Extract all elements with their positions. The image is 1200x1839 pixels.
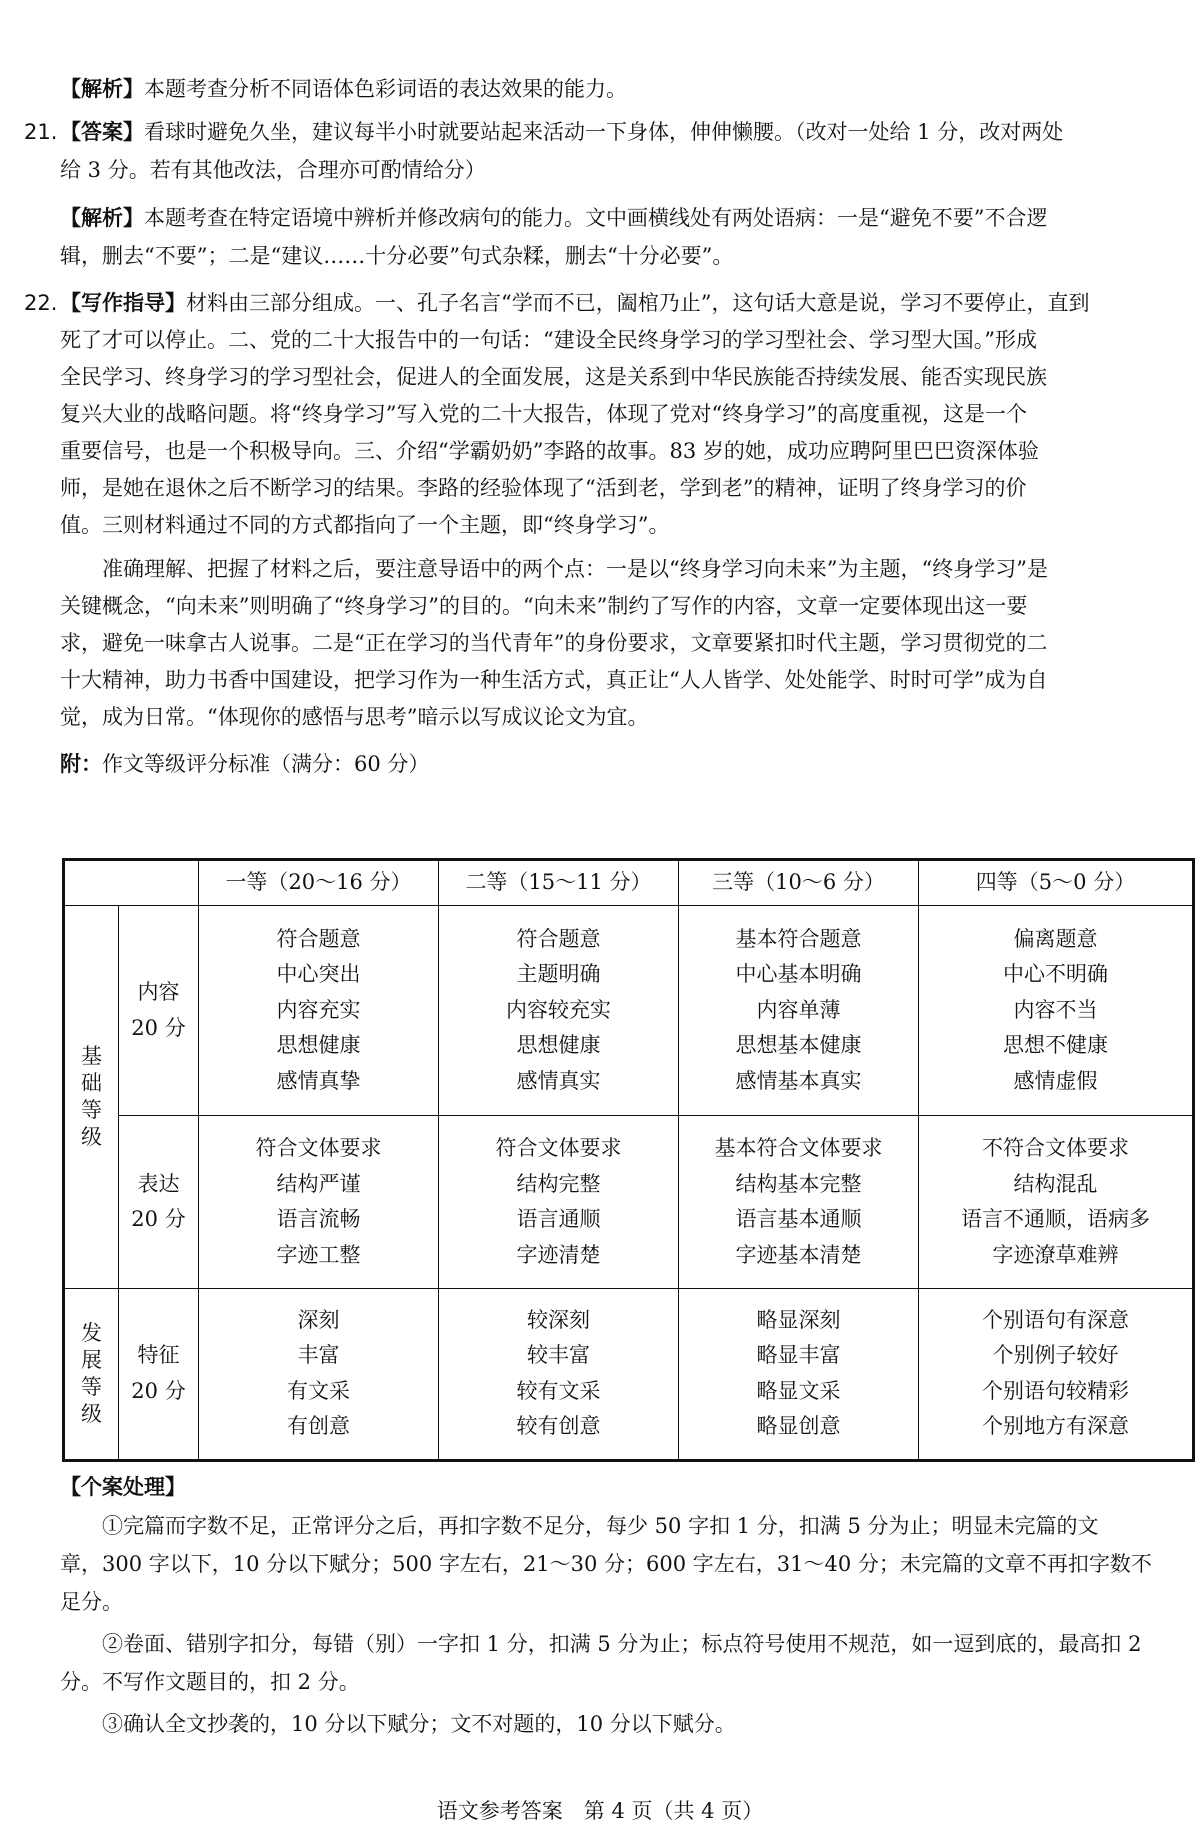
q22-para2-line: 关键概念，“向未来”则明确了“终身学习”的目的。“向未来”制约了写作的内容，文章一定要体现出这一要 (60, 594, 1028, 618)
answer-label: 【答案】 (60, 120, 144, 144)
content-criterion: 内容 20 分 (119, 906, 199, 1116)
feature-criterion: 特征 20 分 (119, 1288, 199, 1460)
q21-analysis-line-2: 辑，删去“不要”；二是“建议……十分必要”句式杂糅，删去“十分必要”。 (60, 244, 734, 268)
basic-level-label: 基 础 等 级 (64, 906, 119, 1289)
answer-text: 看球时避免久坐，建议每半小时就要站起来活动一下身体，伸伸懒腰。（改对一处给 1 分，改对两处 (144, 120, 1064, 144)
grade-header: 三等（10～6 分） (679, 860, 919, 906)
case-item-1-line: 足分。 (60, 1590, 123, 1614)
guide-label: 【写作指导】 (60, 291, 186, 315)
content-grade-1: 符合题意 中心突出 内容充实 思想健康 感情真挚 (199, 906, 439, 1116)
expression-grade-2: 符合文体要求 结构完整 语言通顺 字迹清楚 (439, 1116, 679, 1288)
case-item-1-line: 章，300 字以下，10 分以下赋分；500 字左右，21～30 分；600 字左右，31～40 分；未完篇的文章不再扣字数不 (60, 1552, 1152, 1576)
case-item-2-line: ②卷面、错别字扣分，每错（别）一字扣 1 分，扣满 5 分为止；标点符号使用不规范，如一逗到底的，最高扣 2 (102, 1632, 1142, 1656)
q22-guide-line-1 (60, 284, 1170, 322)
analysis-text: 本题考查分析不同语体色彩词语的表达效果的能力。 (144, 77, 627, 101)
expression-criterion: 表达 20 分 (119, 1116, 199, 1288)
case-handling-title (60, 1468, 1170, 1506)
grading-table (62, 858, 1195, 1462)
q21-answer-line-2: 给 3 分。若有其他改法，合理亦可酌情给分） (60, 158, 486, 182)
analysis-label: 【解析】 (60, 77, 144, 101)
feature-grade-3: 略显深刻 略显丰富 略显文采 略显创意 (679, 1288, 919, 1460)
table-corner-cell (64, 860, 199, 906)
q22-guide-line: 复兴大业的战略问题。将“终身学习”写入党的二十大报告，体现了党对“终身学习”的高度重视，这是一个 (60, 402, 1027, 426)
grade-header: 四等（5～0 分） (919, 860, 1194, 906)
case-item-2-line: 分。不写作文题目的，扣 2 分。 (60, 1670, 360, 1694)
q22-guide-line: 全民学习、终身学习的学习型社会，促进人的全面发展，这是关系到中华民族能否持续发展、能否实现民族 (60, 365, 1047, 389)
q20-analysis (60, 70, 1170, 108)
grade-header: 一等（20～16 分） (199, 860, 439, 906)
analysis-text: 本题考查在特定语境中辨析并修改病句的能力。文中画横线处有两处语病：一是“避免不要”不合逻 (144, 206, 1048, 230)
content-grade-2: 符合题意 主题明确 内容较充实 思想健康 感情真实 (439, 906, 679, 1116)
case-label: 【个案处理】 (60, 1475, 186, 1499)
expression-grade-3: 基本符合文体要求 结构基本完整 语言基本通顺 字迹基本清楚 (679, 1116, 919, 1288)
question-number: 21. (24, 120, 58, 144)
table-row-expression (64, 1116, 1194, 1288)
content-grade-3: 基本符合题意 中心基本明确 内容单薄 思想基本健康 感情基本真实 (679, 906, 919, 1116)
page-footer: 语文参考答案 第 4 页（共 4 页） (436, 1799, 764, 1823)
expression-grade-1: 符合文体要求 结构严谨 语言流畅 字迹工整 (199, 1116, 439, 1288)
table-header-row (64, 860, 1194, 906)
q22-guide-line: 死了才可以停止。二、党的二十大报告中的一句话：“建设全民终身学习的学习型社会、学习型大国。”形成 (60, 328, 1037, 352)
table-row-content (64, 906, 1194, 1116)
feature-grade-1: 深刻 丰富 有文采 有创意 (199, 1288, 439, 1460)
development-level-label: 发 展 等 级 (64, 1288, 119, 1460)
q22-para2-line: 求，避免一味拿古人说事。二是“正在学习的当代青年”的身份要求，文章要紧扣时代主题，学习贯彻党的二 (60, 631, 1048, 655)
q22-guide-line: 重要信号，也是一个积极导向。三、介绍“学霸奶奶”李路的故事。83 岁的她，成功应聘阿里巴巴资深体验 (60, 439, 1039, 463)
analysis-label: 【解析】 (60, 206, 144, 230)
q22-para2-line: 准确理解、把握了材料之后，要注意导语中的两个点：一是以“终身学习向未来”为主题，“终身学习”是 (102, 557, 1048, 581)
case-item-1-line: ①完篇而字数不足，正常评分之后，再扣字数不足分，每少 50 字扣 1 分，扣满 5 分为止；明显未完篇的文 (102, 1514, 1099, 1538)
grade-header: 二等（15～11 分） (439, 860, 679, 906)
expression-grade-4: 不符合文体要求 结构混乱 语言不通顺，语病多 字迹潦草难辨 (919, 1116, 1194, 1288)
question-number: 22. (24, 291, 58, 315)
feature-grade-2: 较深刻 较丰富 较有文采 较有创意 (439, 1288, 679, 1460)
q22-para2-line: 觉，成为日常。“体现你的感悟与思考”暗示以写成议论文为宜。 (60, 705, 649, 729)
appendix-title (60, 745, 1170, 783)
feature-grade-4: 个别语句有深意 个别例子较好 个别语句较精彩 个别地方有深意 (919, 1288, 1194, 1460)
table-row-feature (64, 1288, 1194, 1460)
q21-analysis-line-1 (60, 199, 1170, 237)
q22-guide-line: 值。三则材料通过不同的方式都指向了一个主题，即“终身学习”。 (60, 513, 670, 537)
q21-answer-line-1 (60, 113, 1170, 151)
case-item-3-line: ③确认全文抄袭的，10 分以下赋分；文不对题的，10 分以下赋分。 (102, 1712, 736, 1736)
q22-guide-line: 师，是她在退休之后不断学习的结果。李路的经验体现了“活到老，学到老”的精神，证明了终身学习的价 (60, 476, 1027, 500)
appendix-label: 附： (60, 752, 102, 776)
q22-para2-line: 十大精神，助力书香中国建设，把学习作为一种生活方式，真正让“人人皆学、处处能学、时时可学”成为自 (60, 668, 1048, 692)
guide-text: 材料由三部分组成。一、孔子名言“学而不已，阖棺乃止”，这句话大意是说，学习不要停止，直到 (186, 291, 1090, 315)
content-grade-4: 偏离题意 中心不明确 内容不当 思想不健康 感情虚假 (919, 906, 1194, 1116)
appendix-text: 作文等级评分标准（满分：60 分） (102, 752, 430, 776)
